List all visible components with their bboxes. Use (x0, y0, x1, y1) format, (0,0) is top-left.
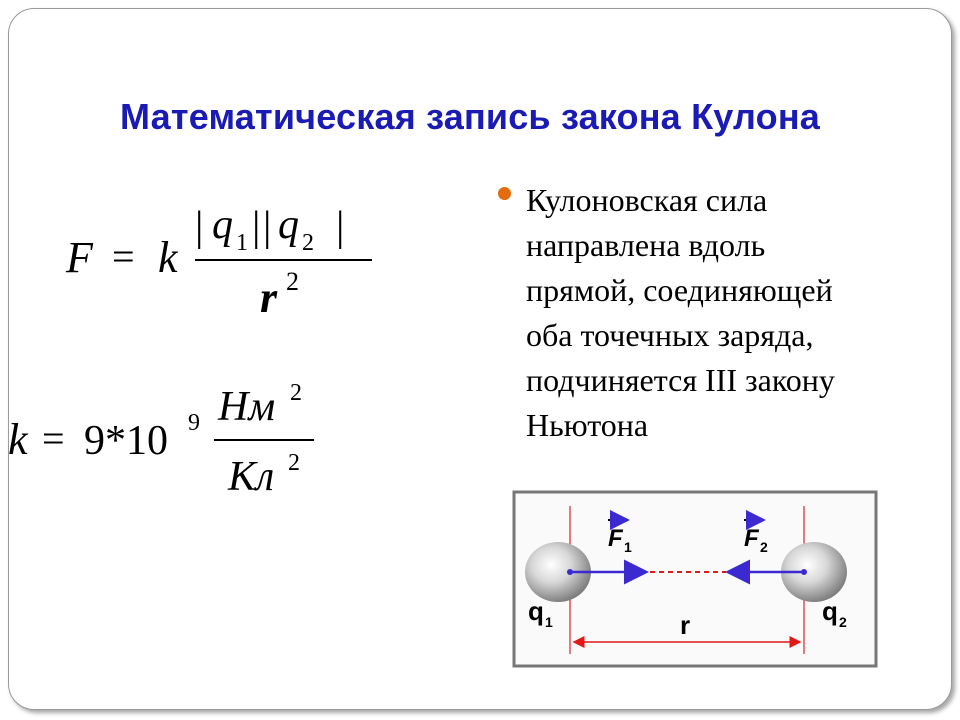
charge-label-2: q (822, 596, 838, 626)
unit-denominator: Кл (228, 454, 275, 500)
force-label-2-sub: 2 (760, 539, 768, 555)
formula-bar-4: | (336, 204, 345, 250)
force-label-1: F (608, 525, 623, 552)
force-label-2: F (744, 525, 759, 552)
slide-title: Математическая запись закона Кулона (120, 96, 820, 137)
formula-r: r (260, 273, 278, 322)
charge-label-2-sub: 2 (839, 614, 847, 630)
formula-r-exp: 2 (286, 267, 299, 296)
bullet-line: подчиняется III закону (526, 362, 835, 398)
bullet-line: прямой, соединяющей (526, 272, 833, 308)
formula-q2: q (278, 202, 299, 248)
distance-label: r (680, 610, 691, 640)
formula-q1: q (212, 202, 233, 248)
formula-k-symbol: k (158, 233, 178, 282)
bullet-text (526, 178, 906, 448)
formula-bar-3: | (263, 204, 272, 250)
formula-bar-1: | (195, 204, 204, 250)
coulomb-constant-formula (6, 380, 336, 510)
formula-bar-2: | (252, 204, 261, 250)
formula-q2-sub: 2 (302, 230, 314, 256)
coulomb-force-diagram (512, 490, 878, 668)
bullet-line: направлена вдоль (526, 227, 766, 263)
charge-label-1-sub: 1 (545, 614, 553, 630)
coulomb-law-formula (60, 190, 400, 330)
unit-numerator-exp: 2 (290, 380, 302, 406)
formula-force-symbol: F (66, 233, 93, 282)
bullet-dot-icon (498, 187, 511, 200)
unit-denominator-exp: 2 (288, 450, 300, 476)
force-label-1-sub: 1 (624, 539, 632, 555)
formula-q1-sub: 1 (236, 230, 248, 256)
constant-exponent: 9 (188, 410, 200, 436)
constant-value: 9*10 (84, 418, 168, 464)
charge-label-1: q (528, 596, 544, 626)
charge-point-2 (801, 569, 807, 575)
formula-equals: = (112, 234, 135, 279)
bullet-line: Кулоновская сила (526, 182, 768, 218)
constant-equals: = (42, 416, 65, 461)
constant-k-symbol: k (8, 415, 28, 464)
bullet-line: Ньютона (526, 407, 649, 443)
unit-numerator: Нм (218, 384, 276, 430)
bullet-line: оба точечных заряда, (526, 317, 814, 353)
charge-point-1 (567, 569, 573, 575)
